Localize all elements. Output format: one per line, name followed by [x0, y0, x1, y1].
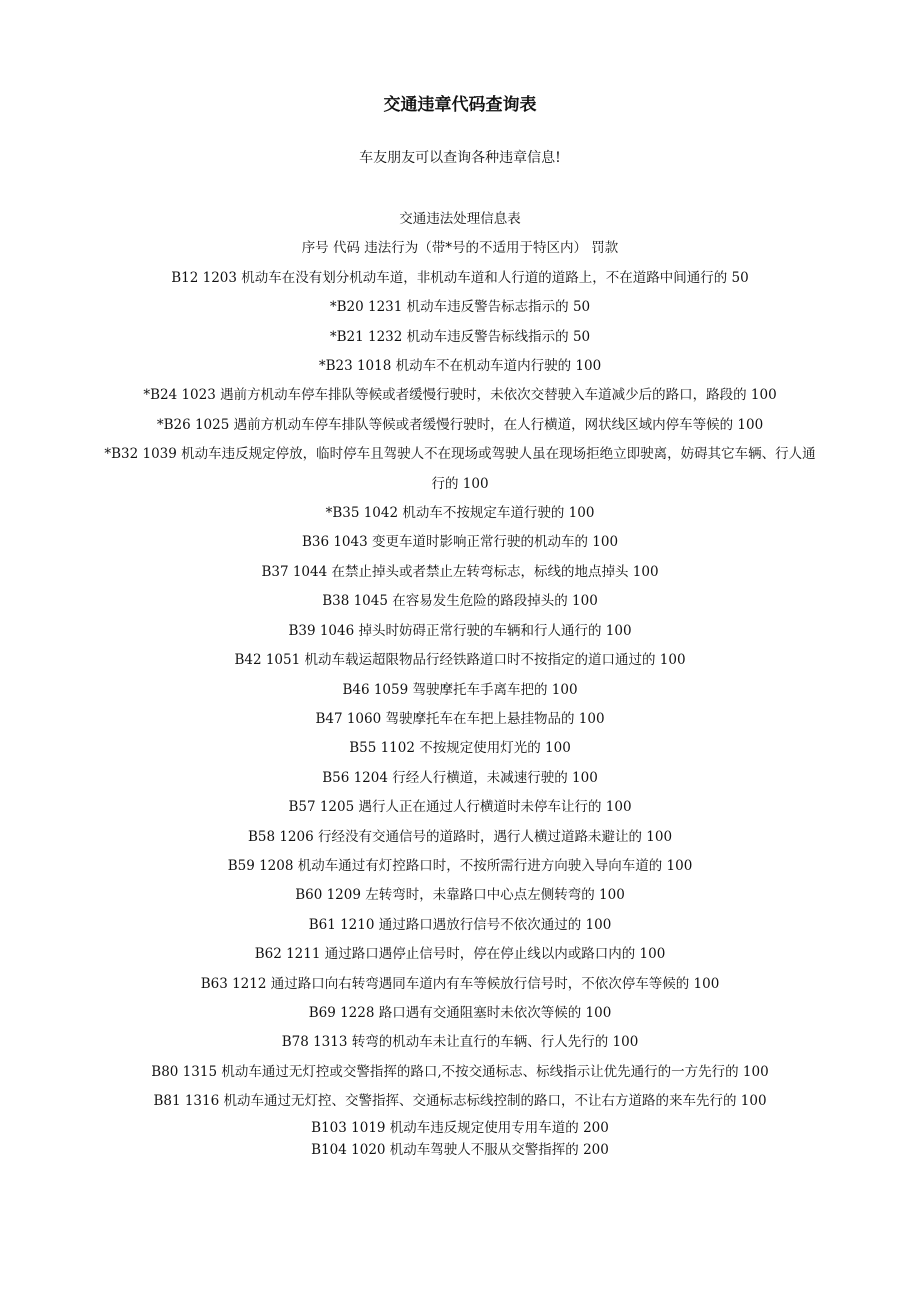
table-row: B69 1228 路口遇有交通阻塞时未依次等候的 100 [308, 1004, 612, 1021]
table-row: *B20 1231 机动车违反警告标志指示的 50 [329, 299, 591, 316]
table-row: B78 1313 转弯的机动车未让直行的车辆、行人先行的 100 [281, 1034, 639, 1051]
table-row: B36 1043 变更车道时影响正常行驶的机动车的 100 [301, 534, 619, 551]
table-row: *B23 1018 机动车不在机动车道内行驶的 100 [318, 358, 602, 375]
table-row: B55 1102 不按规定使用灯光的 100 [349, 740, 571, 757]
table-row: B57 1205 遇行人正在通过人行横道时未停车让行的 100 [288, 799, 632, 816]
table-row: B104 1020 机动车驾驶人不服从交警指挥的 200 [311, 1141, 609, 1158]
document-title: 交通违章代码查询表 [383, 95, 537, 115]
table-row: *B24 1023 遇前方机动车停车排队等候或者缓慢行驶时，未依次交替驶入车道减少后的路口，路段的 100 [143, 387, 777, 404]
table-row: *B35 1042 机动车不按规定车道行驶的 100 [325, 505, 595, 522]
table-row: B81 1316 机动车通过无灯控、交警指挥、交通标志标线控制的路口，不让右方道路的来车先行的 100 [153, 1093, 767, 1110]
table-row: *B26 1025 遇前方机动车停车排队等候或者缓慢行驶时，在人行横道，网状线区域内停车等候的 100 [156, 416, 764, 433]
table-row: B47 1060 驾驶摩托车在车把上悬挂物品的 100 [315, 710, 605, 727]
table-row: B46 1059 驾驶摩托车手离车把的 100 [342, 681, 578, 698]
document-subtitle: 车友朋友可以查询各种违章信息! [359, 150, 561, 166]
table-row: B58 1206 行经没有交通信号的道路时，遇行人横过道路未避让的 100 [247, 828, 673, 845]
table-row: B38 1045 在容易发生危险的路段掉头的 100 [322, 593, 598, 610]
table-row: B12 1203 机动车在没有划分机动车道，非机动车道和人行道的道路上，不在道路中间通行的 50 [171, 269, 749, 286]
table-row: B61 1210 通过路口遇放行信号不依次通过的 100 [308, 916, 612, 933]
table-row: B103 1019 机动车违反规定使用专用车道的 200 [311, 1119, 609, 1136]
table-row: *B32 1039 机动车违反规定停放，临时停车且驾驶人不在现场或驾驶人虽在现场拒绝立即驶离，妨碍其它车辆、行人通行的 100 [104, 446, 816, 492]
table-title: 交通违法处理信息表 [399, 211, 521, 227]
violation-table [100, 205, 820, 1161]
table-row: B59 1208 机动车通过有灯控路口时，不按所需行进方向驶入导向车道的 100 [227, 857, 693, 874]
table-row: B60 1209 左转弯时，未靠路口中心点左侧转弯的 100 [295, 887, 625, 904]
table-header: 序号 代码 违法行为（带*号的不适用于特区内） 罚款 [301, 240, 619, 257]
table-row: B63 1212 通过路口向右转弯遇同车道内有车等候放行信号时，不依次停车等候的 100 [200, 975, 720, 992]
table-row: B62 1211 通过路口遇停止信号时，停在停止线以内或路口内的 100 [254, 946, 666, 963]
table-row: B39 1046 掉头时妨碍正常行驶的车辆和行人通行的 100 [288, 622, 632, 639]
table-row: B56 1204 行经人行横道，未减速行驶的 100 [322, 769, 598, 786]
table-row: B80 1315 机动车通过无灯控或交警指挥的路口,不按交通标志、标线指示让优先通行的一方先行的 100 [151, 1063, 769, 1080]
table-row: B37 1044 在禁止掉头或者禁止左转弯标志，标线的地点掉头 100 [261, 563, 659, 580]
table-row: B42 1051 机动车载运超限物品行经铁路道口时不按指定的道口通过的 100 [234, 652, 686, 669]
table-row: *B21 1232 机动车违反警告标线指示的 50 [329, 328, 591, 345]
